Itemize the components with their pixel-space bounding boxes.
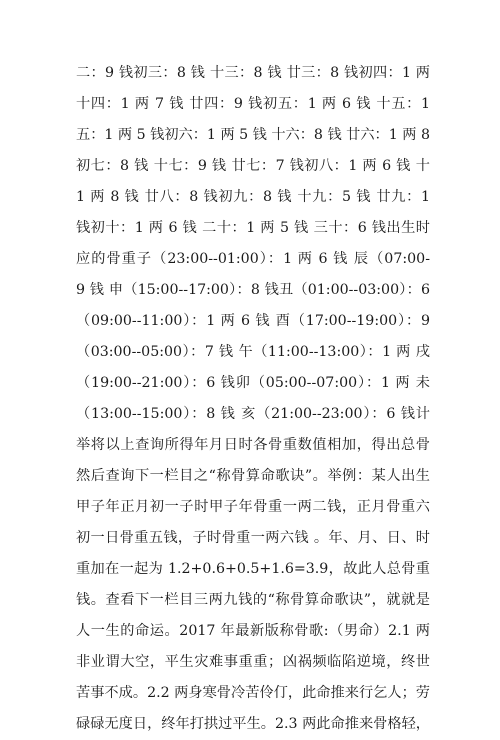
text-line: 五：1 两 5 钱初六：1 两 5 钱 十六：8 钱 廿六：1 两 8 — [76, 127, 430, 143]
body-text — [76, 58, 430, 740]
text-line: 苦事不成。2.2 两身寒骨冷苦伶仃，此命推来行乞人；劳 — [76, 685, 430, 701]
text-line: 1 两 8 钱 廿八：8 钱初九：8 钱 十九：5 钱 廿九：1 — [76, 189, 430, 205]
text-line: 9 钱 申（15:00--17:00）：8 钱丑（01:00--03:00）：6 — [76, 282, 430, 298]
text-line: （09:00--11:00）：1 两 6 钱 酉（17:00--19:00）：9 — [76, 313, 430, 329]
text-line: （19:00--21:00）：6 钱卯（05:00--07:00）：1 两 未 — [76, 375, 430, 391]
text-line: 初一日骨重五钱，子时骨重一两六钱 。年、月、日、时 — [76, 530, 430, 546]
text-line: 人一生的命运。2017 年最新版称骨歌:（男命）2.1 两 — [76, 623, 430, 639]
text-line: 二：9 钱初三：8 钱 十三：8 钱 廿三：8 钱初四：1 两 — [76, 65, 430, 81]
text-line: 碌碌无度日，终年打拱过平生。2.3 两此命推来骨格轻， — [76, 716, 430, 732]
text-line: 举将以上查询所得年月日时各骨重数值相加，得出总骨 — [76, 437, 430, 453]
text-line: 甲子年正月初一子时甲子年骨重一两二钱，正月骨重六 — [76, 499, 430, 515]
text-line: 十四：1 两 7 钱 廿四：9 钱初五：1 两 6 钱 十五：1 — [76, 96, 430, 112]
text-line: 初七：8 钱 十七：9 钱 廿七：7 钱初八：1 两 6 钱 十 — [76, 158, 430, 174]
text-line: 非业谓大空，平生灾难事重重；凶祸频临陷逆境，终世 — [76, 654, 430, 670]
text-line: 钱初十：1 两 6 钱 二十：1 两 5 钱 三十：6 钱出生时 — [76, 220, 430, 236]
text-line: 钱。查看下一栏目三两九钱的“称骨算命歌诀”，就就是 — [76, 592, 430, 608]
text-line: （03:00--05:00）：7 钱 午（11:00--13:00）：1 两 戌 — [76, 344, 430, 360]
text-line: 应的骨重子（23:00--01:00）：1 两 6 钱 辰（07:00- — [76, 251, 430, 267]
text-line: （13:00--15:00）：8 钱 亥（21:00--23:00）：6 钱计 — [76, 406, 430, 422]
text-line: 然后查询下一栏目之“称骨算命歌诀”。举例：某人出生 — [76, 468, 430, 484]
text-line: 重加在一起为 1.2+0.6+0.5+1.6=3.9，故此人总骨重 — [76, 561, 430, 577]
